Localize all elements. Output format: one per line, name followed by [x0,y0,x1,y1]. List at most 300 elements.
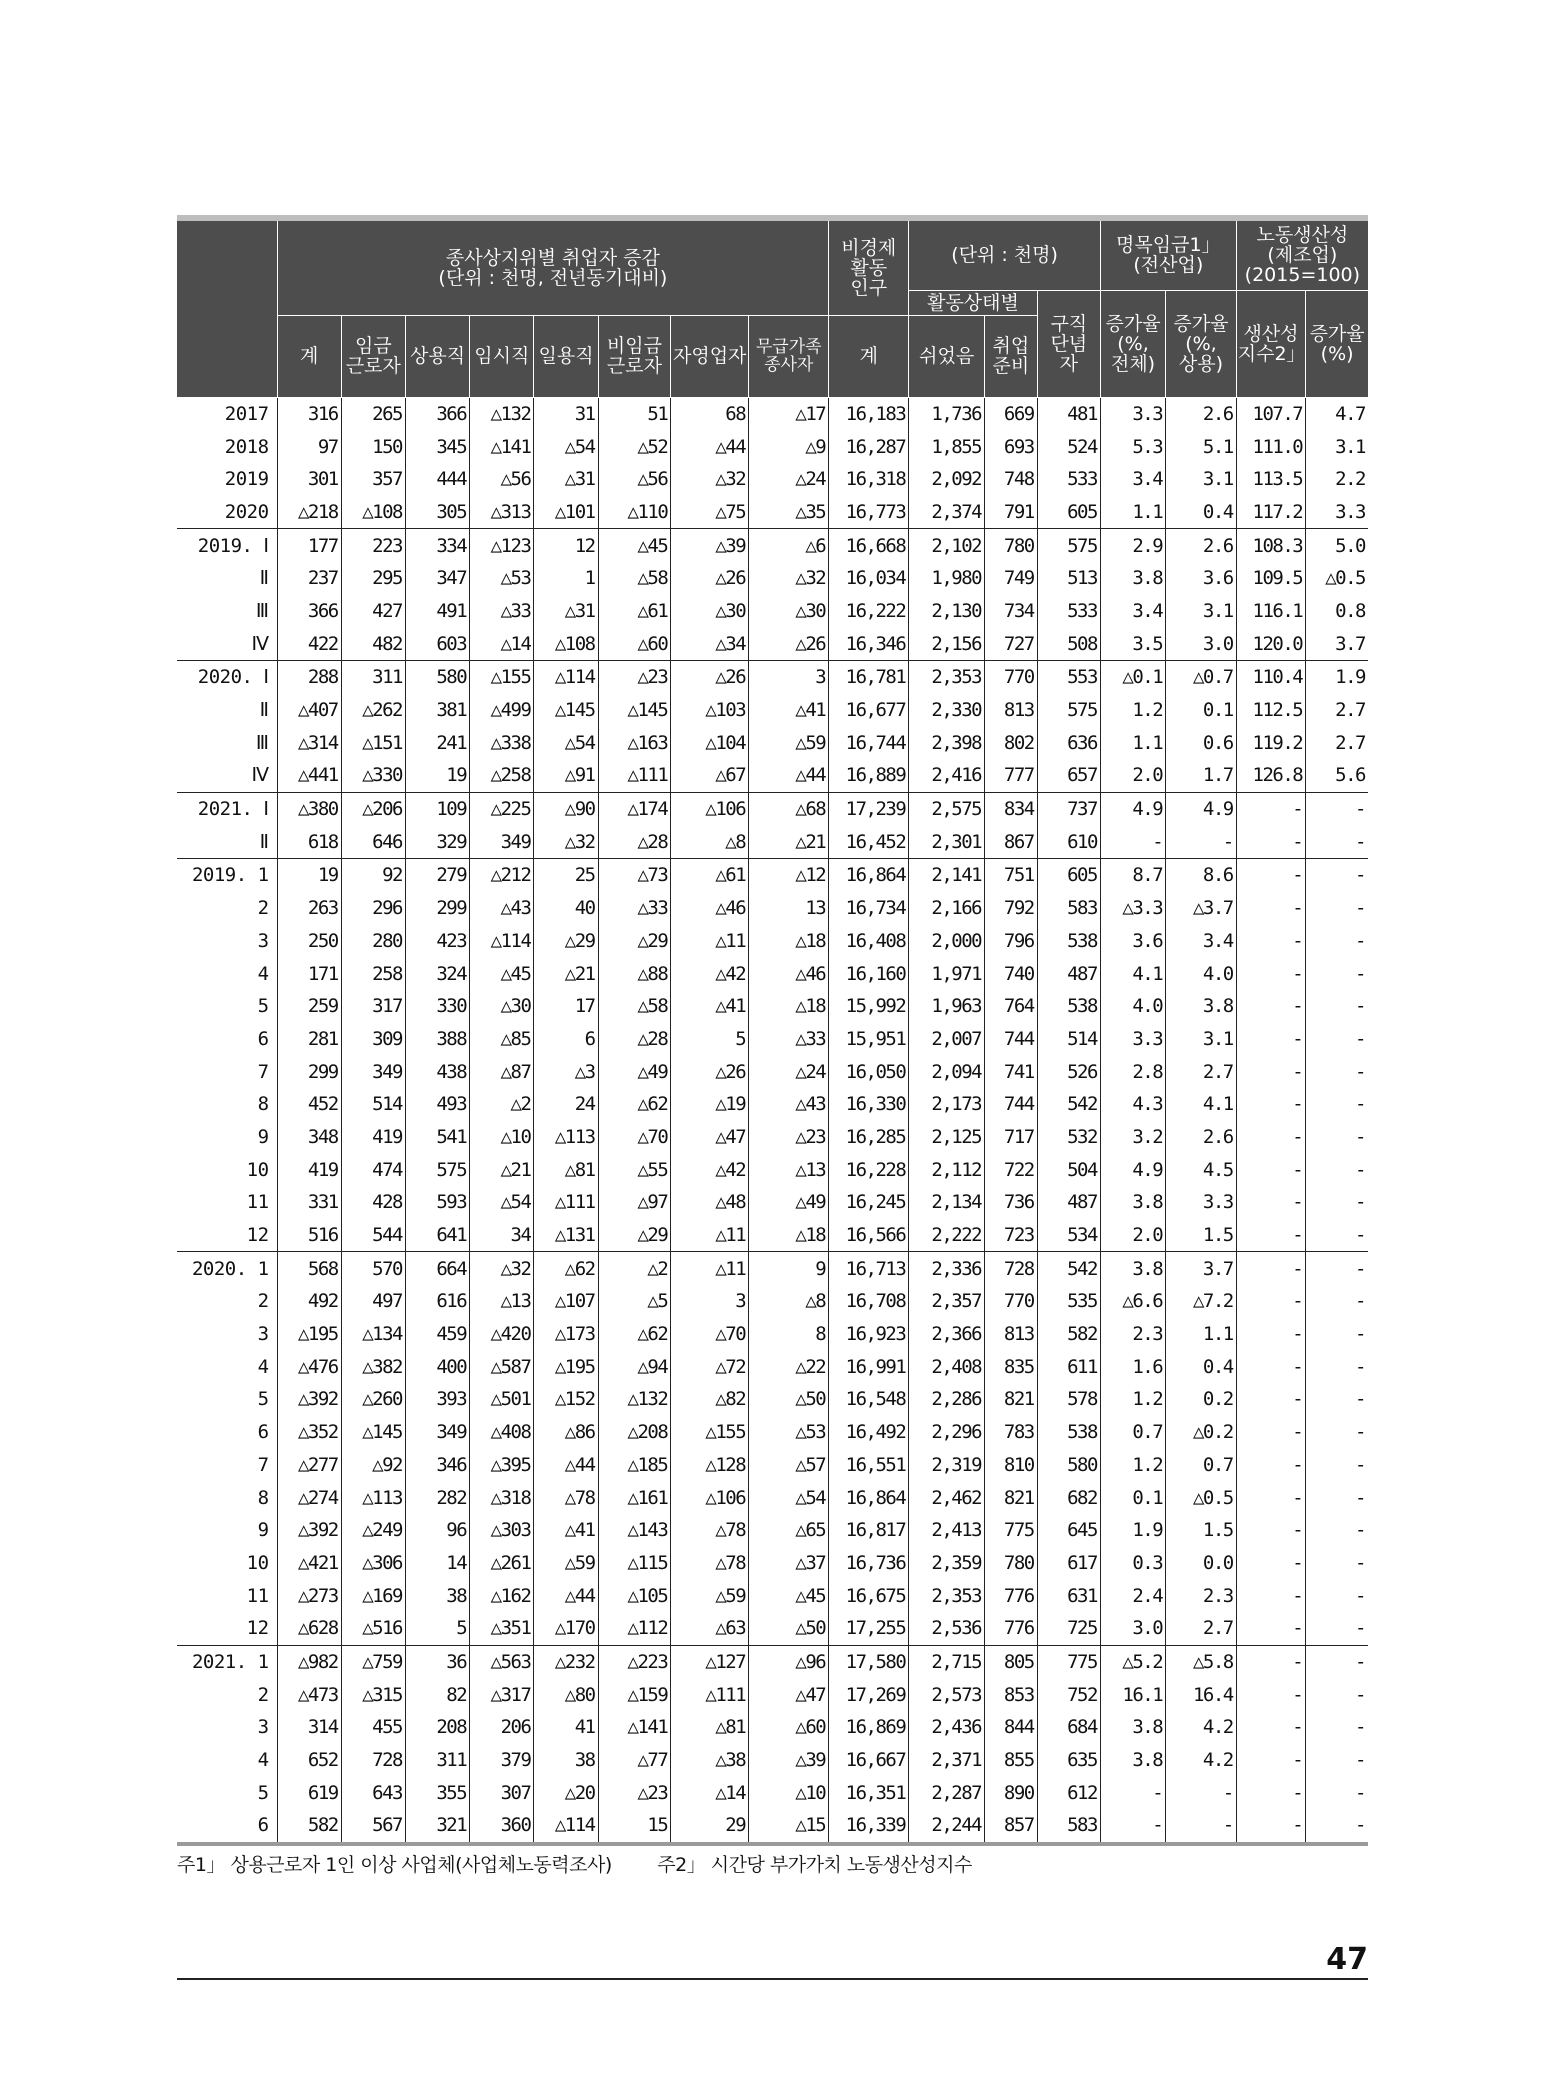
table-cell: 265 [341,397,405,430]
table-cell: 8 [749,1318,829,1351]
table-cell: △42 [671,1153,749,1186]
table-cell: 3.7 [1166,1252,1237,1285]
table-cell: △3 [534,1055,598,1088]
table-cell: 68 [671,397,749,430]
table-cell: 603 [405,627,469,660]
table-cell: 2,359 [909,1547,985,1580]
table-cell: 16,869 [829,1711,909,1744]
table-cell: - [1306,1678,1368,1711]
table-cell: 17 [534,990,598,1023]
table-cell: 19 [277,859,341,892]
table-cell: 360 [470,1809,534,1844]
table-cell: △32 [534,825,598,858]
table-cell: △44 [671,430,749,463]
table-cell: - [1236,1612,1305,1645]
table-cell: 438 [405,1055,469,1088]
table-cell: 117.2 [1236,496,1305,529]
table-cell: 2.6 [1166,529,1237,562]
table-cell: 16,318 [829,463,909,496]
table-cell: 16,773 [829,496,909,529]
table-cell: △110 [598,496,671,529]
table-cell: △338 [470,726,534,759]
table-cell: 2,007 [909,1023,985,1056]
table-cell: - [1236,1514,1305,1547]
table-cell: - [1306,1219,1368,1252]
table-row [177,463,1368,496]
table-cell: △75 [671,496,749,529]
table-row [177,1809,1368,1844]
table-row [177,1023,1368,1056]
table-cell: △42 [671,957,749,990]
table-cell: 16,492 [829,1416,909,1449]
table-cell: - [1306,892,1368,925]
table-row [177,1711,1368,1744]
table-row [177,759,1368,792]
table-cell: 3.0 [1100,1612,1165,1645]
table-cell: 514 [1037,1023,1100,1056]
table-row [177,1481,1368,1514]
footnote-1: 주1」 상용근로자 1인 이상 사업체(사업체노동력조사) [177,1854,612,1876]
table-cell: 12 [534,529,598,562]
table-cell: △65 [749,1514,829,1547]
table-row [177,1153,1368,1186]
table-cell: △155 [671,1416,749,1449]
table-cell: 532 [1037,1121,1100,1154]
table-cell: 4.5 [1166,1153,1237,1186]
table-cell: 16,408 [829,925,909,958]
table-cell: △56 [470,463,534,496]
table-cell: 491 [405,595,469,628]
table-cell: △108 [534,627,598,660]
table-cell: 17,255 [829,1612,909,1645]
table-cell: 4.3 [1100,1088,1165,1121]
table-row [177,957,1368,990]
table-cell: 810 [985,1449,1038,1482]
table-cell: 16,667 [829,1744,909,1777]
table-cell: △39 [749,1744,829,1777]
table-cell: 821 [985,1481,1038,1514]
table-cell: △441 [277,759,341,792]
table-cell: 821 [985,1383,1038,1416]
table-cell: 311 [341,661,405,694]
table-cell: 16,708 [829,1285,909,1318]
table-cell: △113 [534,1121,598,1154]
table-cell: - [1236,1678,1305,1711]
table-cell: 791 [985,496,1038,529]
table-row [177,1449,1368,1482]
table-cell: 736 [985,1186,1038,1219]
table-cell: 111.0 [1236,430,1305,463]
row-label: 11 [246,1584,269,1607]
table-cell: 605 [1037,496,1100,529]
table-cell: - [1306,1449,1368,1482]
table-cell: △223 [598,1645,671,1678]
table-cell: - [1100,1776,1165,1809]
row-label: 5 [257,1781,269,1804]
table-cell: △48 [671,1186,749,1219]
table-cell: 288 [277,661,341,694]
table-cell: △421 [277,1547,341,1580]
table-cell: △70 [671,1318,749,1351]
table-cell: 3.3 [1100,1023,1165,1056]
header-job-prep: 취업 준비 [985,315,1038,397]
table-cell: 3.1 [1306,430,1368,463]
table-cell: 0.6 [1166,726,1237,759]
table-cell: △262 [341,694,405,727]
table-cell: 657 [1037,759,1100,792]
table-cell: 2.8 [1100,1055,1165,1088]
table-row [177,1579,1368,1612]
table-cell: 455 [341,1711,405,1744]
table-cell: 538 [1037,925,1100,958]
table-cell: 646 [341,825,405,858]
table-cell: △32 [470,1252,534,1285]
table-cell: 775 [985,1514,1038,1547]
header-economically-inactive: 비경제 활동 인구 [829,218,909,315]
table-cell: △73 [598,859,671,892]
table-cell: 2,536 [909,1612,985,1645]
table-cell: △46 [749,957,829,990]
table-cell: 2,102 [909,529,985,562]
table-cell: 120.0 [1236,627,1305,660]
table-cell: 610 [1037,825,1100,858]
table-cell: 533 [1037,595,1100,628]
table-cell: 31 [534,397,598,430]
table-cell: - [1306,957,1368,990]
table-cell: 516 [277,1219,341,1252]
table-cell: 2,222 [909,1219,985,1252]
table-cell: △114 [534,661,598,694]
table-cell: 295 [341,562,405,595]
table-cell: 16,675 [829,1579,909,1612]
table-cell: △128 [671,1449,749,1482]
table-cell: 34 [470,1219,534,1252]
table-cell: 619 [277,1776,341,1809]
row-label: 9 [257,1125,269,1148]
table-cell: 316 [277,397,341,430]
table-cell: 513 [1037,562,1100,595]
table-cell: △395 [470,1449,534,1482]
table-row [177,496,1368,529]
table-cell: 16,351 [829,1776,909,1809]
table-cell: 492 [277,1285,341,1318]
table-cell: 580 [405,661,469,694]
table-cell: 29 [671,1809,749,1844]
table-cell: - [1236,1744,1305,1777]
table-cell: 2.0 [1100,1219,1165,1252]
table-cell: △45 [749,1579,829,1612]
table-cell: 16,781 [829,661,909,694]
row-label: 2021. Ⅰ [177,792,277,825]
table-cell: △90 [534,792,598,825]
table-cell: 2,366 [909,1318,985,1351]
table-cell: △6 [749,529,829,562]
table-cell: △94 [598,1350,671,1383]
table-cell: △982 [277,1645,341,1678]
header-temporary: 임시직 [470,315,534,397]
table-cell: - [1306,1153,1368,1186]
table-cell: 16,222 [829,595,909,628]
table-cell: 305 [405,496,469,529]
row-label: 2020. Ⅰ [177,661,277,694]
table-cell: 8.7 [1100,859,1165,892]
table-cell: △29 [598,925,671,958]
table-cell: 2.7 [1306,726,1368,759]
table-cell: 482 [341,627,405,660]
table-cell: 538 [1037,1416,1100,1449]
table-cell: △107 [534,1285,598,1318]
table-cell: 16,744 [829,726,909,759]
table-cell: - [1306,1579,1368,1612]
table-cell: △195 [277,1318,341,1351]
table-cell: 497 [341,1285,405,1318]
table-cell: 487 [1037,1186,1100,1219]
table-cell: 107.7 [1236,397,1305,430]
table-cell: 542 [1037,1252,1100,1285]
table-cell: 321 [405,1809,469,1844]
table-cell: △50 [749,1612,829,1645]
table-cell: 112.5 [1236,694,1305,727]
row-label: 4 [257,1749,269,1772]
table-cell: - [1100,1809,1165,1844]
table-cell: △314 [277,726,341,759]
table-cell: 575 [405,1153,469,1186]
table-cell: △55 [598,1153,671,1186]
table-cell: - [1236,892,1305,925]
table-cell: △8 [671,825,749,858]
row-label: 10 [246,1158,269,1181]
table-cell: 722 [985,1153,1038,1186]
table-cell: 2,357 [909,1285,985,1318]
row-label: 3 [257,1716,269,1739]
table-cell: △113 [341,1481,405,1514]
table-cell: △85 [470,1023,534,1056]
table-row [177,529,1368,562]
table-cell: 744 [985,1023,1038,1056]
table-cell: 612 [1037,1776,1100,1809]
table-cell: 635 [1037,1744,1100,1777]
table-cell: △114 [534,1809,598,1844]
table-cell: 1.2 [1100,694,1165,727]
table-row [177,1612,1368,1645]
table-cell: 481 [1037,397,1100,430]
table-cell: 493 [405,1088,469,1121]
table-cell: △44 [749,759,829,792]
table-cell: △67 [671,759,749,792]
table-cell: 1.1 [1100,496,1165,529]
table-cell: △26 [671,1055,749,1088]
table-cell: - [1236,1416,1305,1449]
table-cell: △41 [749,694,829,727]
header-non-wage-workers: 비임금 근로자 [598,315,671,397]
table-cell: 223 [341,529,405,562]
table-cell: △132 [470,397,534,430]
table-cell: 349 [405,1416,469,1449]
table-row [177,1383,1368,1416]
header-regular: 상용직 [405,315,469,397]
table-cell: 5.3 [1100,430,1165,463]
table-cell: △315 [341,1678,405,1711]
table-cell: - [1236,1153,1305,1186]
header-wage-growth-regular: 증가율 (%, 상용) [1166,290,1237,397]
table-cell: 616 [405,1285,469,1318]
table-cell: △53 [749,1416,829,1449]
table-cell: △163 [598,726,671,759]
table-cell: 3 [749,661,829,694]
table-cell: △88 [598,957,671,990]
table-cell: △174 [598,792,671,825]
table-cell: 2,244 [909,1809,985,1844]
table-cell: - [1236,1579,1305,1612]
table-cell: △351 [470,1612,534,1645]
table-cell: △101 [534,496,598,529]
table-cell: △17 [749,397,829,430]
table-cell: 3.6 [1100,925,1165,958]
footnotes [177,1850,1012,1877]
table-cell: 1.5 [1166,1514,1237,1547]
table-cell: 535 [1037,1285,1100,1318]
table-cell: 2.4 [1100,1579,1165,1612]
table-cell: △628 [277,1612,341,1645]
table-cell: 25 [534,859,598,892]
table-cell: - [1236,1285,1305,1318]
table-cell: 40 [534,892,598,925]
table-cell: 636 [1037,726,1100,759]
table-cell: △7.2 [1166,1285,1237,1318]
table-cell: 366 [277,595,341,628]
table-cell: 752 [1037,1678,1100,1711]
table-cell: 631 [1037,1579,1100,1612]
table-cell: 379 [470,1744,534,1777]
table-cell: 109.5 [1236,562,1305,595]
table-cell: △62 [534,1252,598,1285]
table-cell: 400 [405,1350,469,1383]
table-cell: 1.9 [1100,1514,1165,1547]
table-cell: 3.1 [1166,595,1237,628]
table-cell: 737 [1037,792,1100,825]
table-cell: 3.0 [1166,627,1237,660]
table-cell: - [1306,859,1368,892]
table-cell: - [1236,859,1305,892]
table-cell: △516 [341,1612,405,1645]
table-cell: 0.7 [1100,1416,1165,1449]
table-cell: 206 [470,1711,534,1744]
table-cell: 345 [405,430,469,463]
row-label: Ⅲ [255,599,269,622]
table-cell: 593 [405,1186,469,1219]
row-label: 4 [257,962,269,985]
table-cell: △58 [598,990,671,1023]
table-cell: 16,050 [829,1055,909,1088]
table-cell: 444 [405,463,469,496]
table-cell: △29 [598,1219,671,1252]
row-label: 2019 [224,468,269,491]
table-cell: △114 [470,925,534,958]
table-cell: △105 [598,1579,671,1612]
table-cell: 16,734 [829,892,909,925]
table-cell: 388 [405,1023,469,1056]
table-cell: △21 [534,957,598,990]
table-cell: △14 [470,627,534,660]
table-cell: △476 [277,1350,341,1383]
table-cell: △78 [671,1547,749,1580]
table-cell: 3.8 [1100,1252,1165,1285]
table-cell: △41 [534,1514,598,1547]
table-cell: △43 [749,1088,829,1121]
table-cell: 97 [277,430,341,463]
table-cell: - [1306,1285,1368,1318]
table-cell: 474 [341,1153,405,1186]
table-cell: 299 [405,892,469,925]
table-cell: △112 [598,1612,671,1645]
table-cell: 16,677 [829,694,909,727]
table-cell: 393 [405,1383,469,1416]
table-cell: △10 [470,1121,534,1154]
table-cell: △132 [598,1383,671,1416]
table-cell: 314 [277,1711,341,1744]
table-cell: 3.1 [1166,463,1237,496]
table-cell: △115 [598,1547,671,1580]
table-cell: △420 [470,1318,534,1351]
table-cell: 16,548 [829,1383,909,1416]
table-cell: - [1306,1416,1368,1449]
row-label: 2019. 1 [177,859,277,892]
table-cell: 835 [985,1350,1038,1383]
table-cell: △61 [598,595,671,628]
table-cell: 2,436 [909,1711,985,1744]
table-cell: △407 [277,694,341,727]
table-cell: 3.8 [1166,990,1237,1023]
table-row [177,430,1368,463]
table-cell: 1.5 [1166,1219,1237,1252]
table-row [177,661,1368,694]
header-discouraged-workers: 구직 단념 자 [1037,290,1100,397]
header-unit-note: (단위 : 천명) [909,218,1101,290]
table-cell: 16,736 [829,1547,909,1580]
table-cell: 643 [341,1776,405,1809]
table-cell: 309 [341,1023,405,1056]
table-cell: △145 [598,694,671,727]
table-cell: △78 [534,1481,598,1514]
table-cell: 2,398 [909,726,985,759]
table-cell: △380 [277,792,341,825]
table-cell: 16,864 [829,859,909,892]
table-cell: 452 [277,1088,341,1121]
header-wage-growth-all: 증가율 (%, 전체) [1100,290,1165,397]
table-cell: 770 [985,1285,1038,1318]
table-cell: 834 [985,792,1038,825]
table-cell: △161 [598,1481,671,1514]
table-cell: 2,336 [909,1252,985,1285]
table-cell: 524 [1037,430,1100,463]
table-cell: 16,864 [829,1481,909,1514]
table-cell: △47 [749,1678,829,1711]
table-cell: 776 [985,1579,1038,1612]
table-row [177,825,1368,858]
table-cell: 2,092 [909,463,985,496]
table-cell: △60 [749,1711,829,1744]
table-cell: 4.1 [1100,957,1165,990]
table-row [177,1121,1368,1154]
table-cell: - [1306,825,1368,858]
table-cell: 16,330 [829,1088,909,1121]
table-cell: △96 [749,1645,829,1678]
table-cell: 14 [405,1547,469,1580]
table-cell: 16,346 [829,627,909,660]
table-cell: △151 [341,726,405,759]
table-cell: △10 [749,1776,829,1809]
table-cell: 717 [985,1121,1038,1154]
